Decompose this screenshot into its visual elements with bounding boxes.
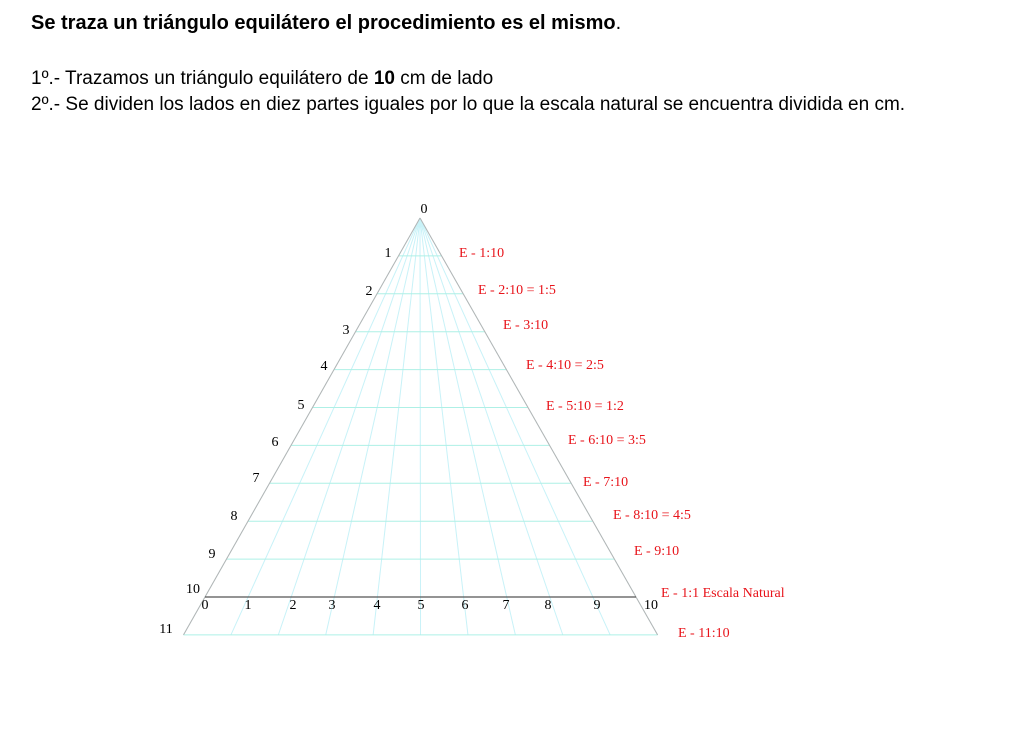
- triangle-left-side: [184, 218, 421, 635]
- ray-line: [417, 218, 563, 635]
- side-division-label: 5: [297, 398, 305, 413]
- scale-label: E - 3:10: [503, 318, 549, 333]
- ray-line: [417, 218, 515, 635]
- scale-label: E - 8:10 = 4:5: [613, 508, 691, 523]
- triangle-right-side: [417, 218, 658, 635]
- step-1-bold-value: 10: [373, 68, 395, 89]
- ray-lines: [184, 218, 658, 635]
- side-division-label: 4: [320, 359, 328, 374]
- base-division-label: 4: [373, 598, 381, 613]
- side-division-label: 10: [186, 582, 200, 597]
- side-division-label: 3: [342, 323, 350, 338]
- base-division-label: 8: [544, 598, 552, 613]
- scale-label: E - 1:1 Escala Natural: [661, 586, 785, 601]
- side-division-label: 9: [208, 547, 216, 562]
- step-2-text: 2º.- Se dividen los lados en diez partes iguales por lo que la escala natural se encuentra dividida en cm.: [31, 94, 906, 115]
- scale-label: E - 4:10 = 2:5: [526, 358, 604, 373]
- scale-label: E - 2:10 = 1:5: [478, 283, 556, 298]
- ray-line: [326, 218, 420, 635]
- ray-line: [278, 218, 420, 635]
- base-division-label: 2: [289, 598, 297, 613]
- scale-label: E - 1:10: [459, 246, 505, 261]
- base-division-label: 1: [244, 598, 252, 613]
- base-division-label: 0: [201, 598, 209, 613]
- ray-line: [417, 218, 610, 635]
- scale-label: E - 9:10: [634, 544, 680, 559]
- labels: [159, 202, 784, 641]
- side-division-label: 6: [271, 435, 279, 450]
- side-division-label: 2: [365, 284, 373, 299]
- title-period: .: [615, 12, 622, 34]
- scale-label: E - 7:10: [583, 475, 629, 490]
- step-1-before: 1º.- Trazamos un triángulo equilátero de: [31, 68, 374, 89]
- apex-label: 0: [420, 202, 428, 217]
- title-text: Se traza un triángulo equilátero el procedimiento es el mismo: [31, 12, 616, 34]
- ray-line: [373, 218, 420, 635]
- base-division-label: 3: [328, 598, 336, 613]
- base-division-label: 5: [417, 598, 425, 613]
- ray-line: [231, 218, 420, 635]
- scale-label: E - 11:10: [678, 626, 730, 641]
- base-division-label: 7: [502, 598, 510, 613]
- ray-line: [420, 218, 421, 635]
- side-division-label: 8: [230, 509, 238, 524]
- side-division-label: 7: [252, 471, 260, 486]
- scale-label: E - 5:10 = 1:2: [546, 399, 624, 414]
- base-division-label: 9: [593, 598, 601, 613]
- ray-line: [417, 218, 468, 635]
- side-division-label: 1: [384, 246, 392, 261]
- base-division-label: 6: [461, 598, 469, 613]
- base-division-label: 10: [644, 598, 658, 613]
- side-division-label: 11: [159, 622, 173, 637]
- step-1-after: cm de lado: [394, 68, 494, 89]
- scale-label: E - 6:10 = 3:5: [568, 433, 646, 448]
